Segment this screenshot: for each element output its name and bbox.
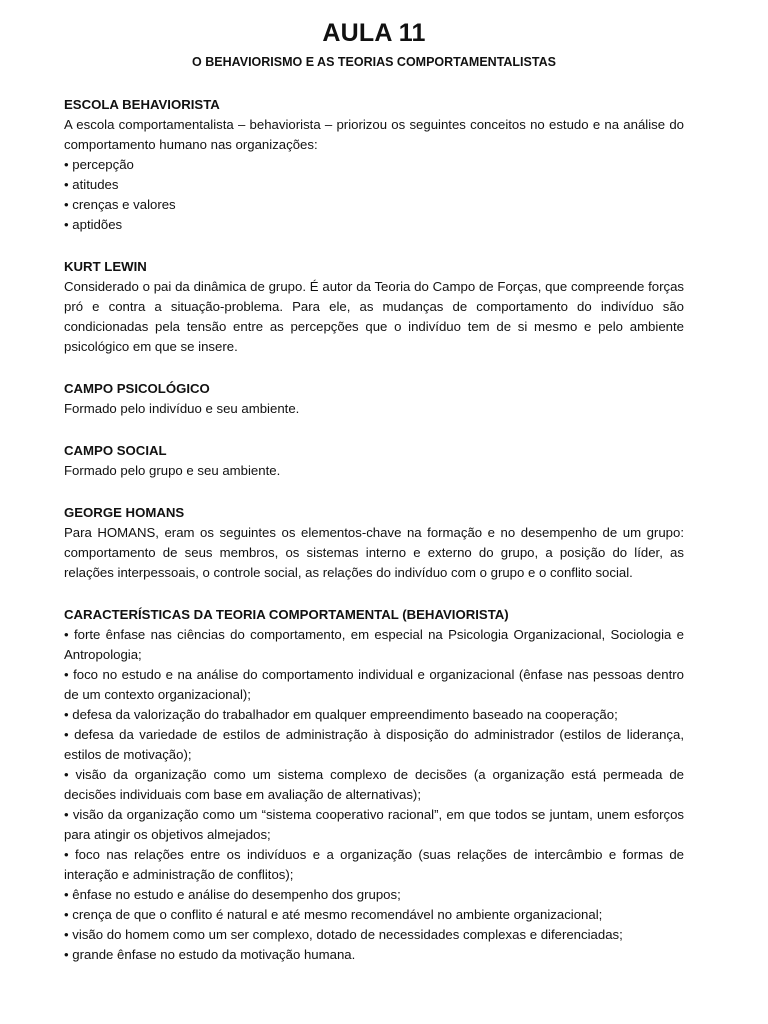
list-item xyxy=(64,705,684,725)
bullet-glyph: • xyxy=(64,767,69,782)
list-item-text: foco no estudo e na análise do comportamento individual e organizacional (ênfase nas pessoas dentro de um contexto organizacional); xyxy=(64,667,684,702)
list-item xyxy=(64,885,684,905)
section-campo-social xyxy=(64,441,684,481)
bullet-glyph: • xyxy=(64,727,69,742)
list-item xyxy=(64,625,684,665)
list-item-text: grande ênfase no estudo da motivação humana. xyxy=(72,947,356,962)
bullet-glyph: • xyxy=(64,667,69,682)
list-item xyxy=(64,945,684,965)
bullet-glyph: • xyxy=(64,217,69,232)
section-paragraph: Formado pelo indivíduo e seu ambiente. xyxy=(64,401,300,416)
list-item-text: defesa da variedade de estilos de administração à disposição do administrador (estilos de liderança, estilos de motivação); xyxy=(64,727,684,762)
section-heading: CAMPO SOCIAL xyxy=(64,443,167,458)
list-item-text: atitudes xyxy=(72,177,119,192)
list-item-text: defesa da valorização do trabalhador em qualquer empreendimento baseado na cooperação; xyxy=(72,707,618,722)
bullet-glyph: • xyxy=(64,907,69,922)
list-item-text: percepção xyxy=(72,157,134,172)
bullet-glyph: • xyxy=(64,887,69,902)
section-heading: ESCOLA BEHAVIORISTA xyxy=(64,97,220,112)
page-subtitle: O BEHAVIORISMO E AS TEORIAS COMPORTAMENTALISTAS xyxy=(192,55,556,69)
list-item-text: visão da organização como um sistema complexo de decisões (a organização está permeada de decisões individuais com base em avaliação de alternativas); xyxy=(64,767,684,802)
list-item xyxy=(64,925,684,945)
bullet-glyph: • xyxy=(64,927,69,942)
list-item xyxy=(64,765,684,805)
bullet-glyph: • xyxy=(64,627,69,642)
section-heading: GEORGE HOMANS xyxy=(64,505,185,520)
section-paragraph: Para HOMANS, eram os seguintes os elementos-chave na formação e no desempenho de um grupo: comportamento de seus membros, os sistemas interno e externo do grupo, a posição do líder, as relações interpessoais, o controle social, as relações do indivíduo com o grupo e o conflito social. xyxy=(64,525,684,580)
list-item-text: crença de que o conflito é natural e até mesmo recomendável no ambiente organizacional; xyxy=(72,907,603,922)
list-item xyxy=(64,905,684,925)
list-item xyxy=(64,215,684,235)
bullet-glyph: • xyxy=(64,197,69,212)
section-escola-behaviorista xyxy=(64,95,684,235)
bullet-glyph: • xyxy=(64,707,69,722)
list-item xyxy=(64,195,684,215)
list-item xyxy=(64,805,684,845)
list-item-text: foco nas relações entre os indivíduos e a organização (suas relações de intercâmbio e formas de interação e administração de conflitos); xyxy=(64,847,684,882)
section-caracteristicas xyxy=(64,605,684,965)
section-heading: CAMPO PSICOLÓGICO xyxy=(64,381,210,396)
list-item xyxy=(64,155,684,175)
bullet-list xyxy=(64,155,684,235)
list-item-text: visão do homem como um ser complexo, dotado de necessidades complexas e diferenciadas; xyxy=(72,927,623,942)
list-item-text: aptidões xyxy=(72,217,123,232)
section-heading: CARACTERÍSTICAS DA TEORIA COMPORTAMENTAL (BEHAVIORISTA) xyxy=(64,607,509,622)
bullet-glyph: • xyxy=(64,947,69,962)
section-campo-psicologico xyxy=(64,379,684,419)
section-heading: KURT LEWIN xyxy=(64,259,147,274)
section-paragraph: Formado pelo grupo e seu ambiente. xyxy=(64,463,281,478)
list-item-text: crenças e valores xyxy=(72,197,176,212)
section-paragraph: Considerado o pai da dinâmica de grupo. É autor da Teoria do Campo de Forças, que compreende forças pró e contra a situação-problema. Para ele, as mudanças de comportamento do indivíduo são condicionadas pela tensão entre as percepções que o indivíduo tem de si mesmo e pelo ambiente psicológico em que se insere. xyxy=(64,279,684,354)
page-title: AULA 11 xyxy=(322,19,426,47)
list-item xyxy=(64,725,684,765)
bullet-list xyxy=(64,625,684,965)
list-item xyxy=(64,665,684,705)
section-paragraph: A escola comportamentalista – behaviorista – priorizou os seguintes conceitos no estudo e na análise do comportamento humano nas organizações: xyxy=(64,117,684,152)
list-item-text: visão da organização como um “sistema cooperativo racional”, em que todos se juntam, unem esforços para atingir os objetivos almejados; xyxy=(64,807,684,842)
bullet-glyph: • xyxy=(64,807,69,822)
bullet-glyph: • xyxy=(64,177,69,192)
bullet-glyph: • xyxy=(64,847,69,862)
list-item-text: ênfase no estudo e análise do desempenho dos grupos; xyxy=(72,887,401,902)
list-item xyxy=(64,175,684,195)
section-kurt-lewin xyxy=(64,257,684,357)
list-item xyxy=(64,845,684,885)
section-george-homans xyxy=(64,503,684,583)
bullet-glyph: • xyxy=(64,157,69,172)
list-item-text: forte ênfase nas ciências do comportamento, em especial na Psicologia Organizacional, Sociologia e Antropologia; xyxy=(64,627,684,662)
